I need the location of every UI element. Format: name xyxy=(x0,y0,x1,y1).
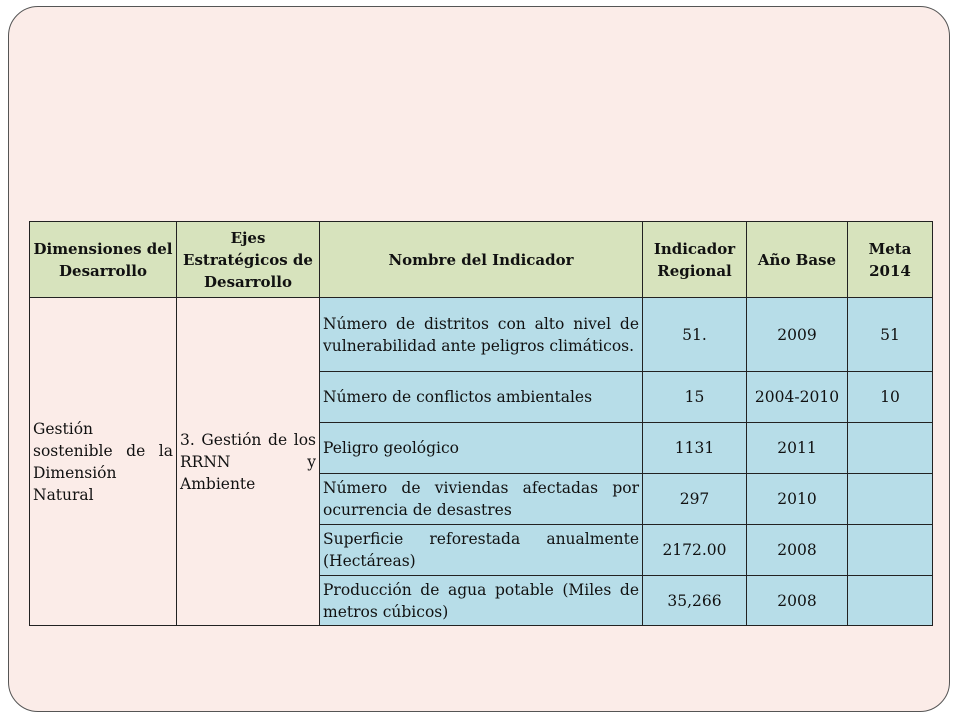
dimension-cell: Gestión sostenible de la Dimensión Natural xyxy=(30,298,177,626)
header-anio-base: Año Base xyxy=(747,222,848,298)
indicators-table xyxy=(29,221,933,626)
base-year-cell: 2008 xyxy=(747,525,848,576)
header-ejes: Ejes Estratégicos de Desarrollo xyxy=(177,222,320,298)
base-year-cell: 2004-2010 xyxy=(747,372,848,423)
meta-cell xyxy=(848,576,933,626)
indicator-value-cell: 2172.00 xyxy=(643,525,747,576)
indicator-value-cell: 297 xyxy=(643,474,747,525)
meta-cell xyxy=(848,525,933,576)
meta-cell: 51 xyxy=(848,298,933,372)
header-dimensiones: Dimensiones del Desarrollo xyxy=(30,222,177,298)
indicator-value-cell: 15 xyxy=(643,372,747,423)
header-nombre-indicador: Nombre del Indicador xyxy=(320,222,643,298)
indicator-name-cell: Superficie reforestada anualmente (Hectáreas) xyxy=(320,525,643,576)
header-meta: Meta 2014 xyxy=(848,222,933,298)
base-year-cell: 2009 xyxy=(747,298,848,372)
table-row xyxy=(30,298,933,372)
base-year-cell: 2010 xyxy=(747,474,848,525)
table-header-row xyxy=(30,222,933,298)
meta-cell xyxy=(848,423,933,474)
base-year-cell: 2008 xyxy=(747,576,848,626)
header-indicador-regional: Indicador Regional xyxy=(643,222,747,298)
indicator-name-cell: Peligro geológico xyxy=(320,423,643,474)
meta-cell: 10 xyxy=(848,372,933,423)
indicator-name-cell: Número de conflictos ambientales xyxy=(320,372,643,423)
indicator-value-cell: 1131 xyxy=(643,423,747,474)
indicator-name-cell: Número de distritos con alto nivel de vulnerabilidad ante peligros climáticos. xyxy=(320,298,643,372)
indicator-name-cell: Producción de agua potable (Miles de metros cúbicos) xyxy=(320,576,643,626)
indicator-value-cell: 51. xyxy=(643,298,747,372)
indicator-name-cell: Número de viviendas afectadas por ocurrencia de desastres xyxy=(320,474,643,525)
indicator-value-cell: 35,266 xyxy=(643,576,747,626)
eje-cell: 3. Gestión de los RRNN y Ambiente xyxy=(177,298,320,626)
meta-cell xyxy=(848,474,933,525)
base-year-cell: 2011 xyxy=(747,423,848,474)
